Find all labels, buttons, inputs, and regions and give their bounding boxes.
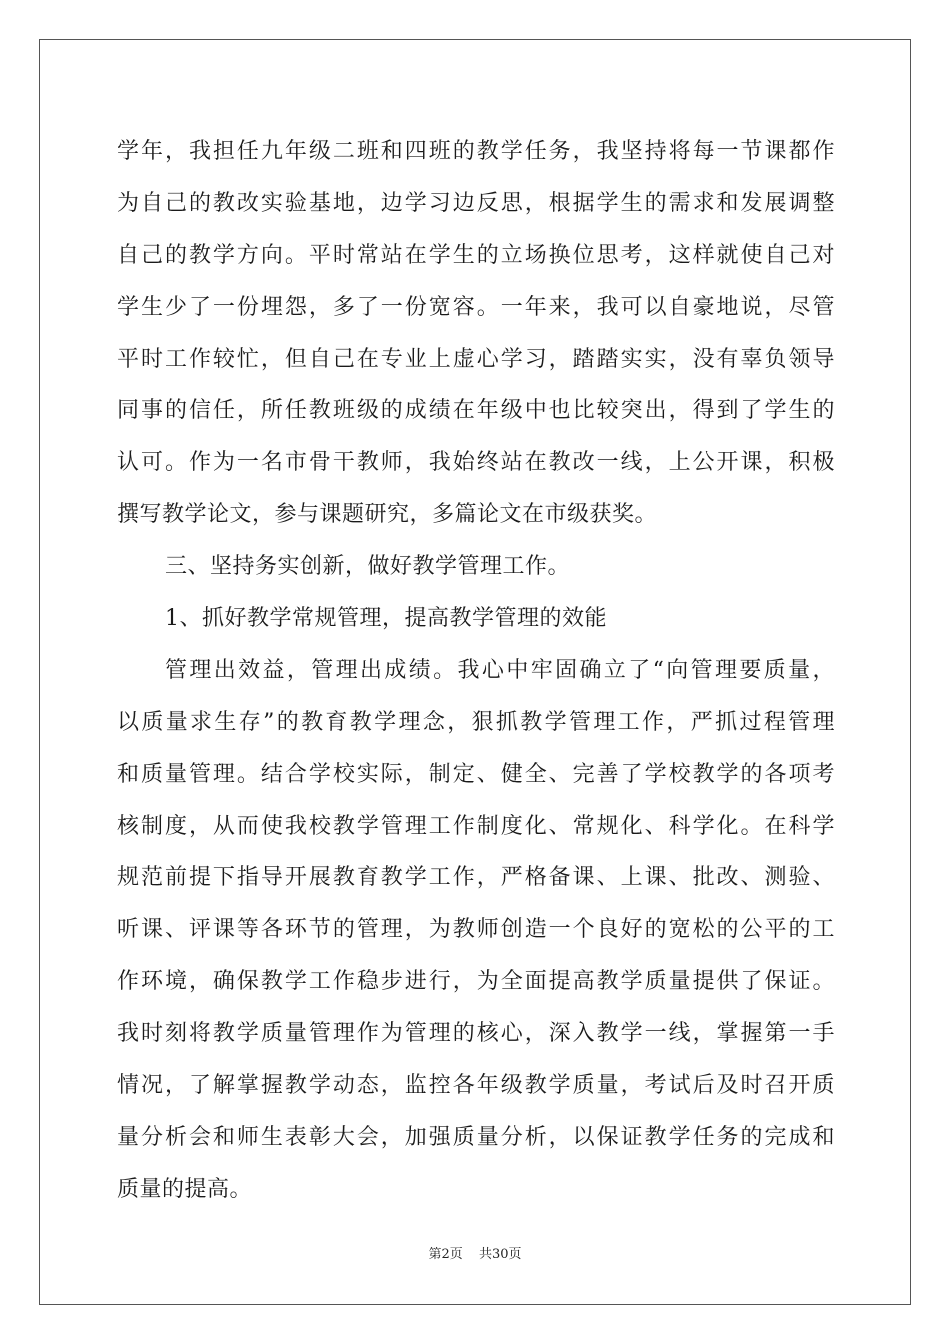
- text-line: 三、坚持务实创新，做好教学管理工作。: [165, 554, 571, 580]
- text-line: 自己的教学方向。平时常站在学生的立场换位思考，这样就使自己对: [117, 242, 835, 268]
- text-line: 情况，了解掌握教学动态，监控各年级教学质量，考试后及时召开质: [117, 1073, 835, 1099]
- text-line: 撰写教学论文，参与课题研究，多篇论文在市级获奖。: [117, 502, 658, 528]
- document-body: [117, 126, 835, 1216]
- text-line: 为自己的教改实验基地，边学习边反思，根据学生的需求和发展调整: [117, 190, 835, 216]
- text-line: 质量的提高。: [117, 1176, 253, 1202]
- text-line: 听课、评课等各环节的管理，为教师创造一个良好的宽松的公平的工: [117, 917, 835, 943]
- text-line: 核制度，从而使我校教学管理工作制度化、常规化、科学化。在科学: [117, 813, 835, 839]
- total-pages: 共30页: [478, 1247, 522, 1262]
- text-line: 认可。作为一名市骨干教师，我始终站在教改一线，上公开课，积极: [117, 450, 835, 476]
- text-line: 作环境，确保教学工作稳步进行，为全面提高教学质量提供了保证。: [117, 969, 835, 995]
- text-line: 管理出效益，管理出成绩。我心中牢固确立了“向管理要质量，: [165, 657, 835, 683]
- text-line: 量分析会和师生表彰大会，加强质量分析，以保证教学任务的完成和: [117, 1124, 835, 1150]
- text-line: 和质量管理。结合学校实际，制定、健全、完善了学校教学的各项考: [117, 761, 835, 787]
- text-line: 1、抓好教学常规管理，提高教学管理的效能: [165, 606, 607, 632]
- text-line: 我时刻将教学质量管理作为管理的核心，深入教学一线，掌握第一手: [117, 1021, 835, 1047]
- text-line: 以质量求生存”的教育教学理念，狠抓教学管理工作，严抓过程管理: [117, 709, 835, 735]
- text-line: 平时工作较忙，但自己在专业上虚心学习，踏踏实实，没有辜负领导: [117, 346, 835, 372]
- text-line: 同事的信任，所任教班级的成绩在年级中也比较突出，得到了学生的: [117, 398, 835, 424]
- page-number: 第2页: [428, 1247, 463, 1262]
- text-line: 学生少了一份埋怨，多了一份宽容。一年来，我可以自豪地说，尽管: [117, 294, 835, 320]
- text-line: 规范前提下指导开展教育教学工作，严格备课、上课、批改、测验、: [117, 865, 835, 891]
- text-line: 学年，我担任九年级二班和四班的教学任务，我坚持将每一节课都作: [117, 139, 835, 164]
- page-footer: [0, 1245, 950, 1265]
